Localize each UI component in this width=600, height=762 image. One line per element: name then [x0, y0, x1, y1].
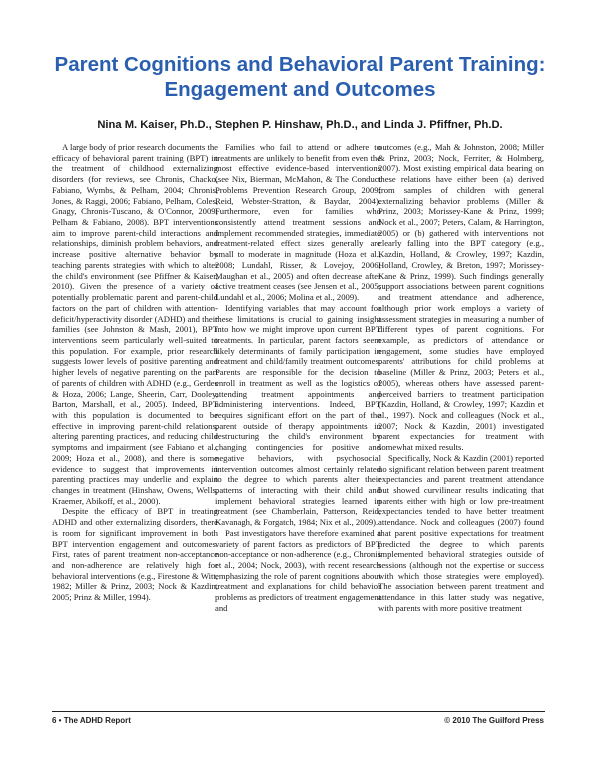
paragraph: Despite the efficacy of BPT in treating ADHD and other externalizing disorders, there is room for significant improvement in both BPT intervention engagement and outcomes. First, rates of parent treatment non-acceptance and non-adherence are relatively high for behavioral interventions (e.g., Firestone & Witt, 1982; Miller & Prinz, 2003; Nock & Kazdin, 2005; Prinz & Miller, 1994).	[52, 506, 218, 603]
footer-page-label: 6 • The ADHD Report	[52, 716, 131, 725]
paragraph: Identifying variables that may account for these limitations is crucial to gaining insight into how we might improve upon current BPT treatments. In particular, parent factors seem likely determinants of family participation in treatment and child/family treatment outcomes. Parents are responsible for the decision to enroll in treatment as well as the logistics of attending treatment appointments and administering interventions. Indeed, BPT requires significant effort on the part of the parent outside of therapy appointments in restructuring the child's environment by changing contingencies for positive and negative behaviors, with psychosocial intervention outcomes almost certainly related to the degree to which parents alter their patterns of interacting with their child and implement behavioral strategies learned in treatment (see Chamberlain, Patterson, Reid, Kavanagh, & Forgatch, 1984; Nix et al., 2009).	[215, 302, 381, 528]
paragraph: A large body of prior research documents the efficacy of behavioral parent training (BPT) in the treatment of childhood externalizing disorders (for reviews, see Chronis, Chacko, Fabiano, Wymbs, & Pelham, 2004; Chronis, Jones, & Raggi, 2006; Fabiano, Pelham, Coles, Gnagy, Chronis-Tuscano, & O'Connor, 2009; Pelham & Fabiano, 2008). BPT interventions aim to improve parent-child interactions and relationships, diminish problem behaviors, and increase positive alternative behavior by teaching parents strategies with which to alter the child's environment (see Pfiffner & Kaiser, 2010). Given the presence of a variety of potentially problematic parent and parent-child factors on the part of children with attention-deficit/hyperactivity disorder (ADHD) and their families (see Johnston & Mash, 2001), BPT interventions seem particularly well-suited to this population. For example, prior research suggests lower levels of positive parenting and higher levels of negative parenting on the part of parents of children with ADHD (e.g., Gerdes & Hoza, 2006; Lange, Sheerin, Carr, Dooley, Barton, Marshall, et al., 2005). Indeed, BPT with this population is documented to be effective in improving parent-child relations, altering parenting practices, and reducing child symptoms and impairment (see Fabiano et al., 2009; Hoza et al., 2008), and there is some evidence to suggest that improvements in parenting practices may underlie and explain changes in treatment (Hinshaw, Owens, Wells, Kraemer, Abikoff, et al., 2000).	[52, 142, 218, 506]
paragraph: Specifically, Nock & Kazdin (2001) reported no significant relation between parent treatment expectancies and parent treatment attendance but showed curvilinear results indicating that parents either with high or low pre-treatment expectancies tended to have better treatment attendance. Nock and colleagues (2007) found that parent positive expectations for treatment predicted the degree to which parents implemented behavioral strategies outside of sessions (although not the expertise or success with which those strategies were employed). The association between parent treatment and attendance in this latter study was negative, with parents with more positive treatment	[378, 452, 544, 613]
text-column-3	[378, 142, 544, 702]
paragraph: Past investigators have therefore examined a variety of parent factors as predictors of BPT non-acceptance or non-adherence (e.g., Chronis et al., 2004; Nock, 2003), with recent research emphasizing the role of parent cognitions about treatment and explanations for child behavior problems as predictors of treatment engagement and	[215, 527, 381, 613]
footer-divider	[52, 711, 545, 712]
footer-copyright: © 2010 The Guilford Press	[444, 716, 544, 725]
text-column-1	[52, 142, 218, 702]
article-authors: Nina M. Kaiser, Ph.D., Stephen P. Hinshaw, Ph.D., and Linda J. Pfiffner, Ph.D.	[97, 119, 503, 131]
paragraph: outcomes (e.g., Mah & Johnston, 2008; Miller & Prinz, 2003; Nock, Ferriter, & Holmberg, 2007). Most existing empirical data bearing on these relations have either been (a) derived from samples of children with general externalizing behavior problems (Miller & Prinz, 2003; Morissey-Kane & Prinz, 1999; Nock et al., 2007; Peters, Calam, & Harrington, 2005) or (b) gathered with interventions not clearly falling into the BPT category (e.g., Kazdin, Holland, & Crowley, 1997; Kazdin, Holland, Crowley, & Breton, 1997; Morissey-Kane & Prinz, 1999). Such findings generally support associations between parent cognitions and treatment attendance and adherence, although prior work employs a variety of assessment strategies in measuring a number of different types of parent cognitions. For example, as predictors of attendance or engagement, some studies have employed parents' attributions for child problems at baseline (Miller & Prinz, 2003; Peters et al., 2005), whereas others have assessed parent-perceived barriers to treatment participation (Kazdin, Holland, & Crowley, 1997; Kazdin et al., 1997). Nock and colleagues (Nock et al., 2007; Nock & Kazdin, 2001) investigated parent expectancies for treatment with somewhat mixed results.	[378, 142, 544, 453]
paragraph: Families who fail to attend or adhere to treatments are unlikely to benefit from even the most effective evidence-based interventions (see Nix, Bierman, McMahon, & The Conduct Problems Prevention Research Group, 2009; Reid, Webster-Stratton, & Baydar, 2004). Furthermore, even for families who consistently attend treatment sessions and implement recommended strategies, immediate treatment-related effect sizes generally are small to moderate in magnitude (Hoza et al., 2008; Lundahl, Risser, & Lovejoy, 2006; Maughan et al., 2005) and often decrease after active treatment ceases (see Jensen et al., 2005; Lundahl et al., 2006; Molina et al., 2009).	[215, 142, 381, 303]
text-column-2	[215, 142, 381, 702]
article-title: Parent Cognitions and Behavioral Parent Training: Engagement and Outcomes	[54, 53, 546, 101]
